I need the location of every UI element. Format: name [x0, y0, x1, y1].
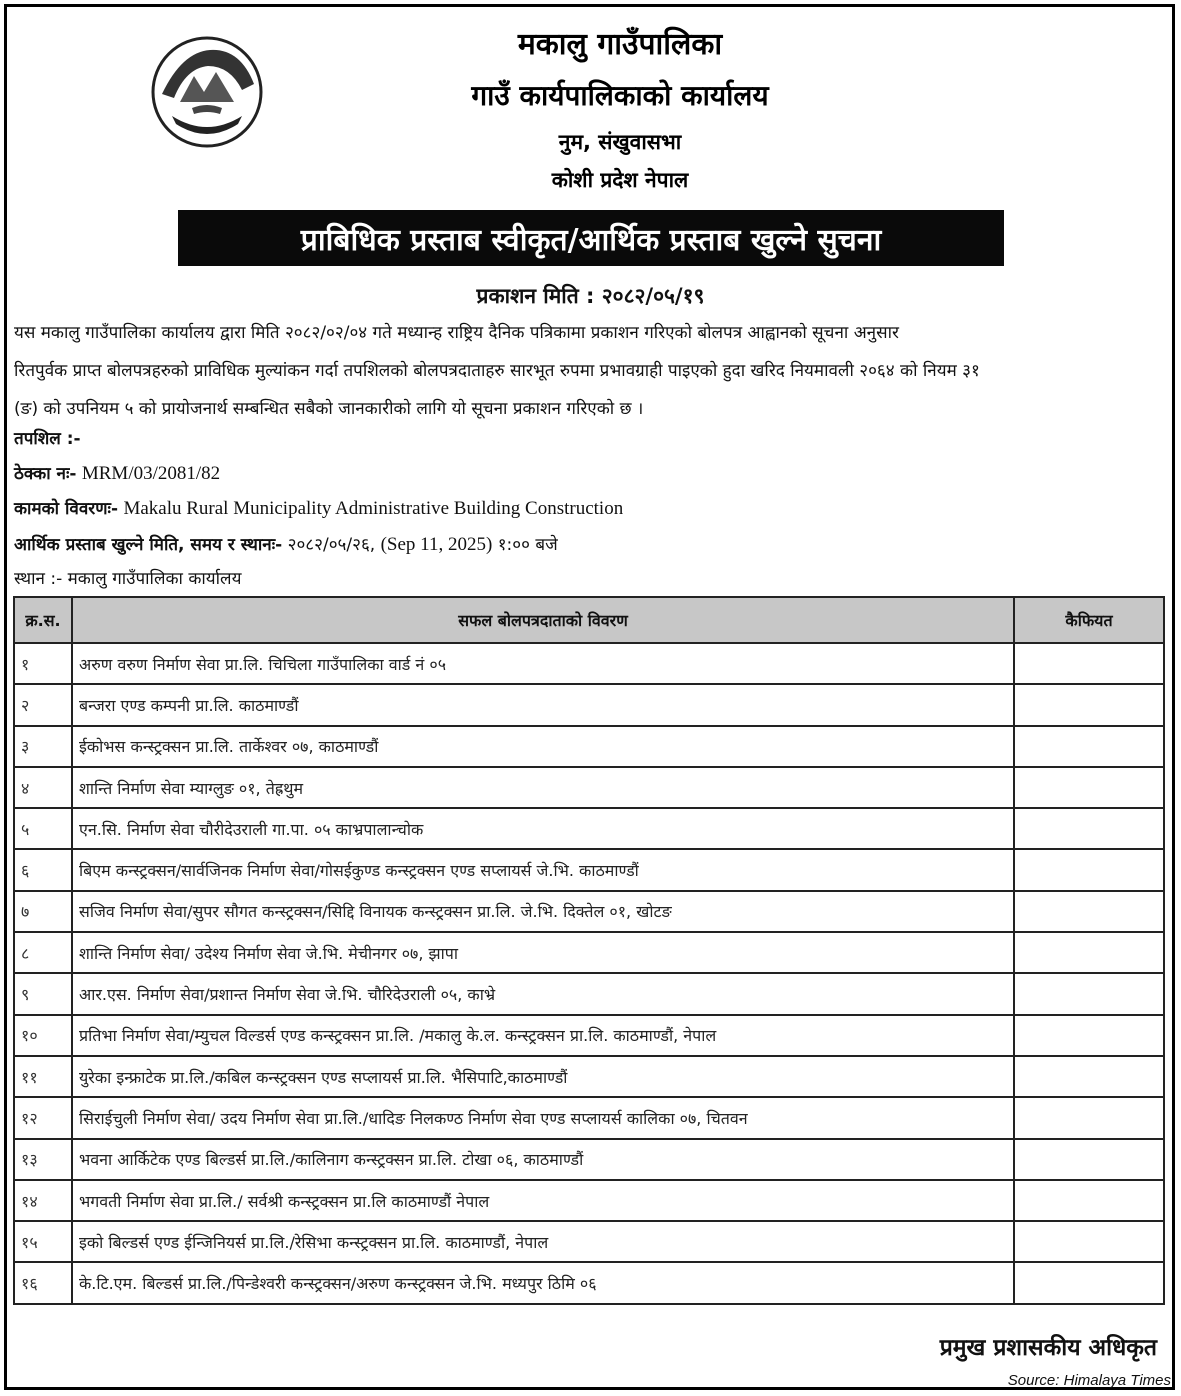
- row-bidder-name: ईकोभस कन्स्ट्रक्सन प्रा.लि. तार्केश्वर ०७, काठमाण्डौं: [72, 726, 1014, 767]
- row-bidder-name: युरेका इन्फ्राटेक प्रा.लि./कबिल कन्स्ट्रक्सन एण्ड सप्लायर्स प्रा.लि. भैसिपाटि,काठमाण्डौं: [72, 1056, 1014, 1097]
- table-row: [14, 684, 1164, 725]
- row-remarks: [1014, 973, 1164, 1014]
- row-serial: १४: [14, 1180, 72, 1221]
- row-serial: १३: [14, 1139, 72, 1180]
- publish-date: प्रकाशन मिति : २०८२/०५/१९: [476, 284, 705, 308]
- row-bidder-name: प्रतिभा निर्माण सेवा/म्युचल विल्डर्स एण्ड कन्स्ट्रक्सन प्रा.लि. /मकालु के.ल. कन्स्ट्रक्सन प्रा.लि. काठमाण्डौं, नेपाल: [72, 1015, 1014, 1056]
- work-description: [14, 496, 623, 520]
- table-header-row: [14, 597, 1164, 643]
- row-bidder-name: एन.सि. निर्माण सेवा चौरीदेउराली गा.पा. ०५ काभ्रपालान्चोक: [72, 808, 1014, 849]
- table-row: [14, 849, 1164, 890]
- body-line: रितपुर्वक प्राप्त बोलपत्रहरुको प्राविधिक मुल्यांकन गर्दा तपशिलको बोलपत्रदाताहरु सारभूत रुपमा प्रभावग्राही पाइएको हुदा खरिद नियमावली २०६४ को नियम ३१: [14, 361, 980, 381]
- row-bidder-name: भगवती निर्माण सेवा प्रा.लि./ सर्वश्री कन्स्ट्रक्सन प्रा.लि काठमाण्डौं नेपाल: [72, 1180, 1014, 1221]
- table-row: [14, 891, 1164, 932]
- opening-time: १:०० बजे: [497, 535, 558, 555]
- table-row: [14, 1180, 1164, 1221]
- notice-body: [14, 314, 1164, 428]
- row-serial: १०: [14, 1015, 72, 1056]
- row-serial: ८: [14, 932, 72, 973]
- table-row: [14, 1262, 1164, 1303]
- bidder-table: [13, 596, 1165, 1305]
- row-remarks: [1014, 932, 1164, 973]
- table-row: [14, 808, 1164, 849]
- header-bidder: सफल बोलपत्रदाताको विवरण: [72, 597, 1014, 643]
- row-remarks: [1014, 1015, 1164, 1056]
- row-serial: १२: [14, 1097, 72, 1138]
- row-bidder-name: सिराईचुली निर्माण सेवा/ उदय निर्माण सेवा प्रा.लि./धादिङ निलकण्ठ निर्माण सेवा एण्ड सप्लायर्स कालिका ०७, चितवन: [72, 1097, 1014, 1138]
- row-serial: ९: [14, 973, 72, 1014]
- row-serial: २: [14, 684, 72, 725]
- row-serial: ३: [14, 726, 72, 767]
- work-value: Makalu Rural Municipality Administrative Building Construction: [123, 498, 624, 519]
- row-serial: ४: [14, 767, 72, 808]
- header-sn: क्र.स.: [14, 597, 72, 643]
- contract-value: MRM/03/2081/82: [81, 463, 221, 484]
- row-remarks: [1014, 849, 1164, 890]
- table-row: [14, 1139, 1164, 1180]
- row-serial: १५: [14, 1221, 72, 1262]
- row-remarks: [1014, 891, 1164, 932]
- row-bidder-name: भवना आर्किटेक एण्ड बिल्डर्स प्रा.लि./कालिनाग कन्स्ट्रक्सन प्रा.लि. टोखा ०६, काठमाण्डौं: [72, 1139, 1014, 1180]
- row-bidder-name: बन्जरा एण्ड कम्पनी प्रा.लि. काठमाण्डौं: [72, 684, 1014, 725]
- row-remarks: [1014, 1056, 1164, 1097]
- contract-label: ठेक्का नः-: [14, 464, 77, 484]
- body-line: (ङ) को उपनियम ५ को प्रायोजनार्थ सम्बन्धित सबैको जानकारीको लागि यो सूचना प्रकाशन गरिएको छ ।: [14, 399, 644, 419]
- source-credit: Source: Himalaya Times: [1007, 1372, 1171, 1389]
- table-row: [14, 932, 1164, 973]
- table-row: [14, 1015, 1164, 1056]
- row-remarks: [1014, 726, 1164, 767]
- body-line: यस मकालु गाउँपालिका कार्यालय द्वारा मिति २०८२/०२/०४ गते मध्यान्ह राष्ट्रिय दैनिक पत्रिकामा प्रकाशन गरिएको बोलपत्र आह्वानको सूचना अनुसार: [14, 323, 899, 343]
- row-bidder-name: इको बिल्डर्स एण्ड ईन्जिनियर्स प्रा.लि./रेसिभा कन्स्ट्रक्सन प्रा.लि. काठमाण्डौं, नेपाल: [72, 1221, 1014, 1262]
- row-remarks: [1014, 808, 1164, 849]
- row-bidder-name: शान्ति निर्माण सेवा/ उदेश्य निर्माण सेवा जे.भि. मेचीनगर ०७, झापा: [72, 932, 1014, 973]
- table-row: [14, 1056, 1164, 1097]
- office-name: गाउँ कार्यपालिकाको कार्यालय: [471, 79, 769, 112]
- province-name: कोशी प्रदेश नेपाल: [551, 168, 689, 192]
- tapashil-label: तपशिल :-: [14, 429, 81, 449]
- row-remarks: [1014, 767, 1164, 808]
- contract-number: [14, 461, 220, 485]
- row-bidder-name: अरुण वरुण निर्माण सेवा प्रा.लि. चिचिला गाउँपालिका वार्ड नं ०५: [72, 643, 1014, 684]
- opening-place: स्थान :- मकालु गाउँपालिका कार्यालय: [14, 569, 242, 589]
- table-row: [14, 973, 1164, 1014]
- row-serial: ७: [14, 891, 72, 932]
- row-serial: १६: [14, 1262, 72, 1303]
- row-bidder-name: शान्ति निर्माण सेवा म्याग्लुङ ०१, तेह्रथुम: [72, 767, 1014, 808]
- signature-title: प्रमुख प्रशासकीय अधिकृत: [939, 1335, 1157, 1361]
- notice-title: प्राबिधिक प्रस्ताब स्वीकृत/आर्थिक प्रस्ताब खुल्ने सुचना: [178, 210, 1004, 266]
- row-remarks: [1014, 1139, 1164, 1180]
- table-row: [14, 726, 1164, 767]
- row-remarks: [1014, 1262, 1164, 1303]
- row-bidder-name: सजिव निर्माण सेवा/सुपर सौगत कन्स्ट्रक्सन/सिद्दि विनायक कन्स्ट्रक्सन प्रा.लि. जे.भि. दिक्तेल ०१, खोटङ: [72, 891, 1014, 932]
- opening-date-en: (Sep 11, 2025): [380, 534, 493, 555]
- row-serial: ११: [14, 1056, 72, 1097]
- row-remarks: [1014, 1097, 1164, 1138]
- opening-label: आर्थिक प्रस्ताब खुल्ने मिति, समय र स्थानः-: [14, 535, 283, 555]
- row-remarks: [1014, 684, 1164, 725]
- row-serial: १: [14, 643, 72, 684]
- table-row: [14, 767, 1164, 808]
- row-bidder-name: बिएम कन्स्ट्रक्सन/सार्वजिनक निर्माण सेवा/गोसईकुण्ड कन्स्ट्रक्सन एण्ड सप्लायर्स जे.भि. काठमाण्डौं: [72, 849, 1014, 890]
- table-row: [14, 643, 1164, 684]
- opening-date: २०८२/०५/२६,: [287, 535, 376, 555]
- row-remarks: [1014, 1180, 1164, 1221]
- municipality-emblem-icon: [142, 32, 272, 150]
- opening-info: [14, 532, 558, 556]
- office-address: नुम, संखुवासभा: [558, 130, 682, 154]
- row-bidder-name: आर.एस. निर्माण सेवा/प्रशान्त निर्माण सेवा जे.भि. चौरिदेउराली ०५, काभ्रे: [72, 973, 1014, 1014]
- work-label: कामको विवरणः-: [14, 499, 119, 519]
- row-remarks: [1014, 643, 1164, 684]
- table-row: [14, 1221, 1164, 1262]
- table-row: [14, 1097, 1164, 1138]
- row-serial: ५: [14, 808, 72, 849]
- municipality-name: मकालु गाउँपालिका: [517, 27, 723, 62]
- row-bidder-name: के.टि.एम. बिल्डर्स प्रा.लि./पिन्डेश्वरी कन्स्ट्रक्सन/अरुण कन्स्ट्रक्सन जे.भि. मध्यपुर ठिमि ०६: [72, 1262, 1014, 1303]
- row-remarks: [1014, 1221, 1164, 1262]
- row-serial: ६: [14, 849, 72, 890]
- header-remarks: कैफियत: [1014, 597, 1164, 643]
